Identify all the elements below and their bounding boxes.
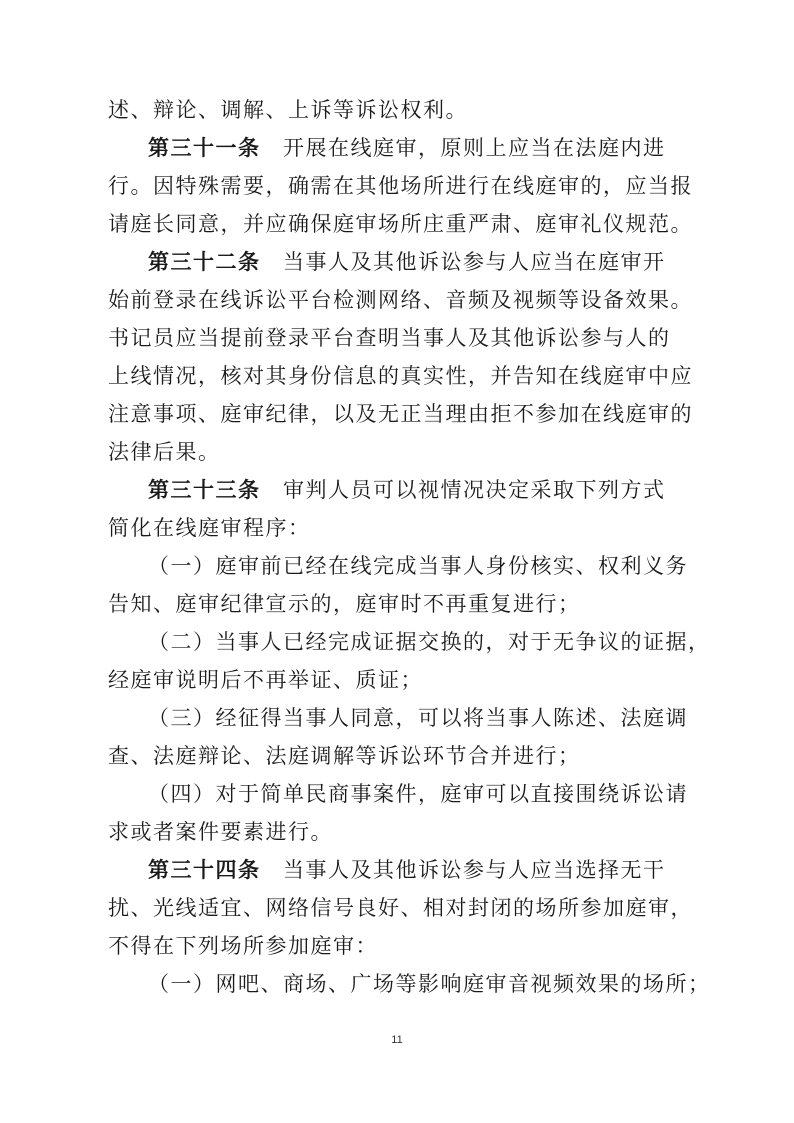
text-line: 求或者案件要素进行。 [108, 820, 333, 844]
article-heading: 第三十三条 [148, 477, 261, 502]
article-33-line [148, 478, 668, 502]
text-line: 述、辩论、调解、上诉等诉讼权利。 [108, 98, 468, 122]
text-line: 当事人及其他诉讼参与人应当选择无干 [260, 858, 666, 882]
article-34-line [148, 858, 668, 882]
article-heading: 第三十四条 [148, 857, 261, 882]
text-line: （二）当事人已经完成证据交换的，对于无争议的证据， [148, 630, 711, 654]
article-heading: 第三十二条 [148, 249, 261, 274]
text-line: 扰、光线适宜、网络信号良好、相对封闭的场所参加庭审， [108, 896, 693, 920]
text-line: 注意事项、庭审纪律，以及无正当理由拒不参加在线庭审的 [108, 402, 693, 426]
text-line: 书记员应当提前登录平台查明当事人及其他诉讼参与人的 [108, 326, 671, 350]
text-line: （一）庭审前已经在线完成当事人身份核实、权利义务 [148, 554, 688, 578]
text-line: 法律后果。 [108, 440, 221, 464]
text-line: 告知、庭审纪律宣示的，庭审时不再重复进行； [108, 592, 581, 616]
text-line: （四）对于简单民商事案件，庭审可以直接围绕诉讼请 [148, 782, 688, 806]
text-line: 经庭审说明后不再举证、质证； [108, 668, 423, 692]
text-line: 查、法庭辩论、法庭调解等诉讼环节合并进行； [108, 744, 581, 768]
article-32-line [148, 250, 668, 274]
article-heading: 第三十一条 [148, 135, 261, 160]
text-line: 审判人员可以视情况决定采取下列方式 [260, 478, 666, 502]
text-line: 当事人及其他诉讼参与人应当在庭审开 [260, 250, 666, 274]
text-line: 上线情况，核对其身份信息的真实性，并告知在线庭审中应 [108, 364, 693, 388]
text-line: 开展在线庭审，原则上应当在法庭内进 [260, 136, 666, 160]
text-line: （一）网吧、商场、广场等影响庭审音视频效果的场所； [148, 972, 711, 996]
text-line: 始前登录在线诉讼平台检测网络、音频及视频等设备效果。 [108, 288, 693, 312]
article-31-line [148, 136, 668, 160]
text-line: 不得在下列场所参加庭审： [108, 934, 378, 958]
page-number: 11 [391, 1034, 403, 1046]
text-line: 行。因特殊需要，确需在其他场所进行在线庭审的，应当报 [108, 174, 693, 198]
text-line: 请庭长同意，并应确保庭审场所庄重严肃、庭审礼仪规范。 [108, 212, 693, 236]
text-line: （三）经征得当事人同意，可以将当事人陈述、法庭调 [148, 706, 688, 730]
text-line: 简化在线庭审程序： [108, 516, 311, 540]
